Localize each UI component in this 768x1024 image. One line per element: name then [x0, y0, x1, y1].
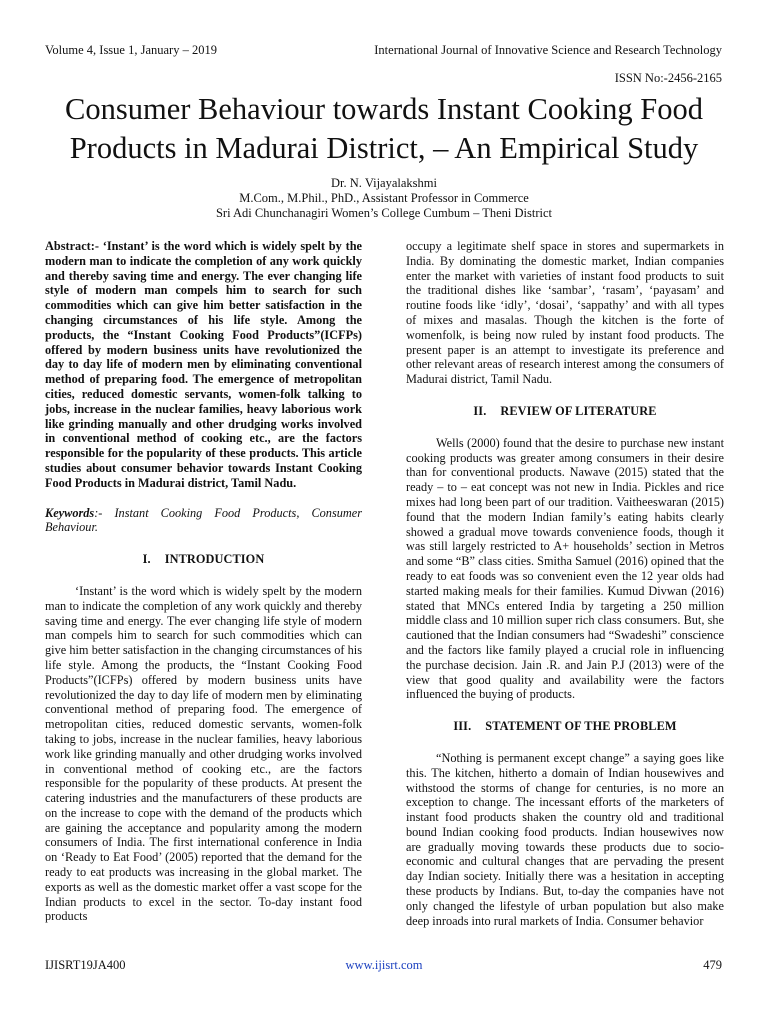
right-column	[406, 239, 724, 928]
section-heading-problem	[406, 719, 724, 734]
keywords	[45, 506, 362, 536]
left-column	[45, 239, 362, 924]
journal-name: International Journal of Innovative Science and Research Technology	[374, 43, 722, 57]
page-number: 479	[703, 958, 722, 972]
section-title: STATEMENT OF THE PROBLEM	[485, 719, 677, 734]
author-affiliation: Sri Adi Chunchanagiri Women’s College Cumbum – Theni District	[215, 206, 552, 220]
problem-paragraph: “Nothing is permanent except change” a saying goes like this. The kitchen, hitherto a domain of Indian housewives and withstood the storms of change for centuries, is no more an exception to change. The incessant efforts of the marketers of instant food products shaken the country old and traditional bound Indian cooking food products. Indian housewives now are gradually moving towards these products due to socio-economic and cultural changes that are pervading the present day Indian society. Initially there was a hesitation in accepting these products by Indians. But, to-day the companies have not only changed the lifestyle of urban population but also make deep inroads into rural markets of India. Consumer behavior	[406, 750, 724, 928]
volume-issue: Volume 4, Issue 1, January – 2019	[45, 43, 217, 57]
introduction-continued: occupy a legitimate shelf space in stores and supermarkets in India. By dominating the domestic market, Indian companies enter the market with varieties of instant food products to suit the traditional dishes like ‘sambar’, ‘rasam’, ‘payasam’ and routine foods like ‘idly’, ‘dosai’, ‘sappathy’ and with all types of mixes and masalas. Though the kitchen is the forte of womenfolk, is being now ruled by instant food products. The present paper is an attempt to investigate its preference and other relevant areas of research interest among the consumers of Madurai district, Tamil Nadu.	[406, 239, 724, 387]
keywords-text: Instant Cooking Food Products, Consumer Behaviour.	[45, 505, 362, 535]
introduction-paragraph: ‘Instant’ is the word which is widely spelt by the modern man to indicate the completion of any work quickly and thereby saving time and energy. The ever changing life style of modern man compels him to search for such commodities which can give him better satisfaction in the changing circumstances of his life style. Among the products, the “Instant Cooking Food Products”(ICFPs) offered by modern business units have revolutionized the day to day life of modern men by eliminating conventional method of preparing food. The emergence of metropolitan cities, reduced domestic servants, women-folk taking to jobs, increase in the nuclear families, heavy laborious work like grinding manually and other drudging works involved in conventional method of cooking etc., are the factors responsible for the popularity of these products. At present the catering industries and the manufacturers of these products are on the increase to cope with the demand of the products which are gaining the acceptance and popularity among the modern consumers of India. The first international conference in India on ‘Ready to Eat Food’ (2005) reported that the demand for the ready to eat products was increasing in the global market. The exports as well as the domestic market offer a vast scope for the Indian products to excel in the sector. To-day instant food products	[45, 583, 362, 924]
author-block	[0, 176, 768, 221]
review-paragraph: Wells (2000) found that the desire to purchase new instant cooking products was greater among consumers in their desire than for conventional products. Nawave (2015) stated that the ready – to – eat concept was not new in India. Pickles and rice mixes had long been part of our tradition. Vaitheeswaran (2015) found that the modern Indian family’s eating habits clearly showed a gradual move towards convenience foods, though it was still largely restricted to A+ households’ section in Metros and some “B” class cities. Smitha Samuel (2016) opined that the ready to eat foods was so convenient even the 12 year olds had started making meals for their families. Kumud Divwan (2016) stated that MNCs entered India by targeting a 250 million middle class and 10 million super rich class consumers. But, she cautioned that the Indian consumers had “Swadeshi” conscience and the factors like family played a crucial role in influencing the purchase decision. Jain .R. and Jain P.J (2013) were of the view that good quality and availability were the factors influenced the buying of products.	[406, 435, 724, 702]
journal-url-link[interactable]: www.ijisrt.com	[345, 958, 423, 972]
section-number: I.	[142, 552, 151, 567]
author-qualification: M.Com., M.Phil., PhD., Assistant Professor in Commerce	[239, 191, 529, 205]
section-title: REVIEW OF LITERATURE	[500, 403, 657, 418]
section-number: III.	[453, 719, 472, 734]
paper-title: Consumer Behaviour towards Instant Cooking Food Products in Madurai District, – An Empirical Study	[65, 92, 703, 165]
abstract: Abstract:- ‘Instant’ is the word which is widely spelt by the modern man to indicate the completion of any work quickly and thereby saving time and energy. The ever changing life style of modern man compels him to search for such commodities which can give him better satisfaction in the changing circumstances of his life style. Among the products, the “Instant Cooking Food Products”(ICFPs) offered by modern business units have revolutionized the day to day life of modern men by eliminating conventional method of preparing food. The emergence of metropolitan cities, reduced domestic servants, women-folk talking to jobs, increase in the nuclear families, heavy laborious work like grinding manually and other drudging works involved in conventional method of cooking etc., are the factors responsible for the popularity of these products. This article studies about consumer behavior towards Instant Cooking Food Products in Madurai district, Tamil Nadu.	[45, 239, 362, 490]
keywords-label: Keywords	[45, 505, 95, 520]
keywords-separator: :-	[94, 505, 115, 520]
section-number: II.	[473, 403, 487, 418]
issn: ISSN No:-2456-2165	[614, 71, 722, 85]
author-name: Dr. N. Vijayalakshmi	[331, 176, 437, 190]
section-heading-review	[406, 404, 724, 419]
section-title: INTRODUCTION	[164, 552, 265, 567]
paper-id: IJISRT19JA400	[45, 958, 126, 972]
section-heading-introduction	[45, 552, 362, 567]
